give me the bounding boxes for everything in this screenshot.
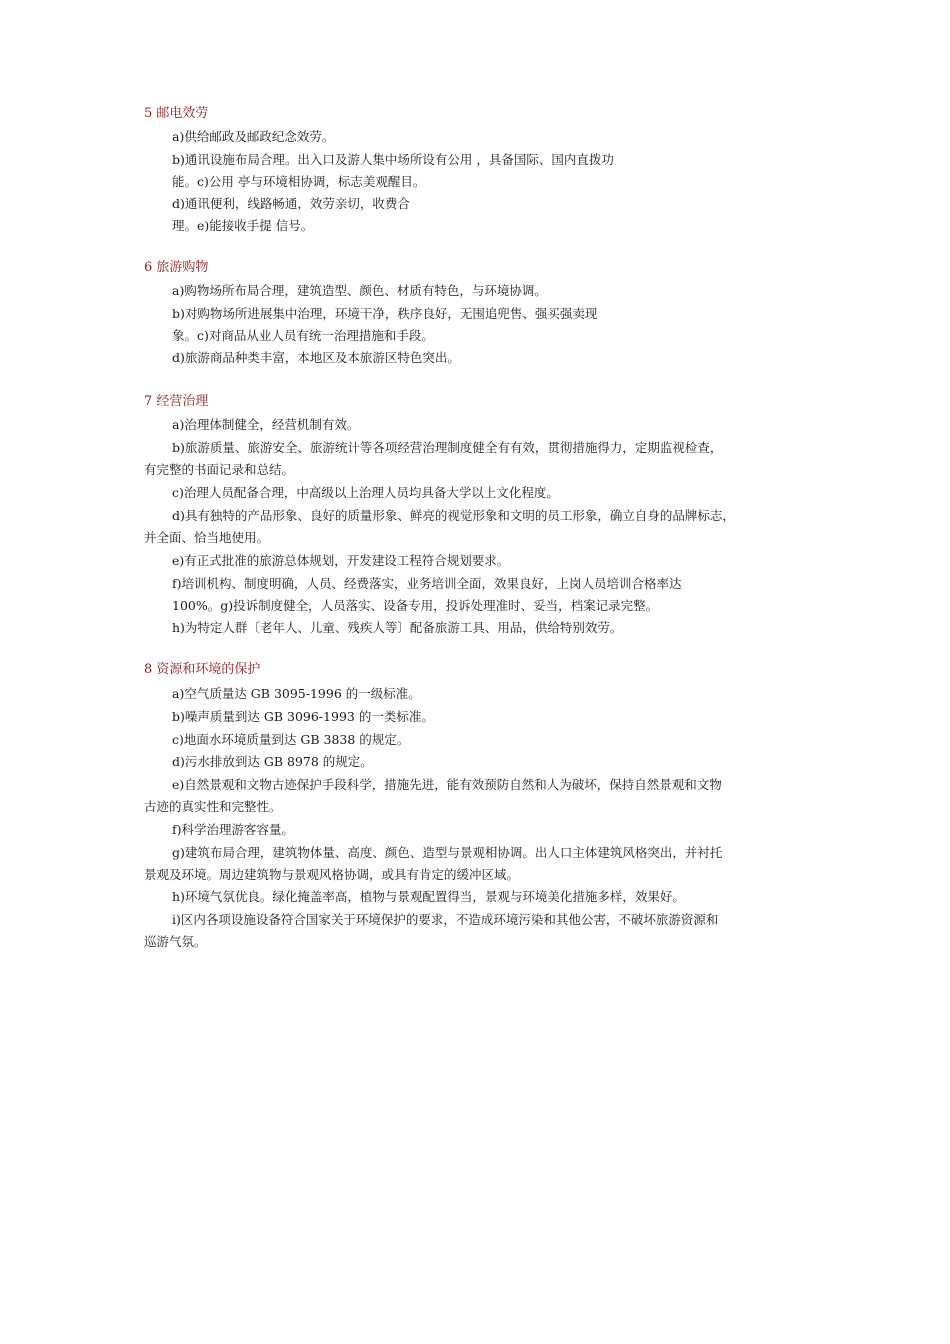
section-7-line-h: h)为特定人群〔老年人、儿童、残疾人等〕配备旅游工具、用品，供给特别效劳。: [172, 620, 623, 635]
section-6-line-c: 象。c)对商品从业人员有统一治理措施和手段。: [172, 328, 434, 343]
section-7-line-f: f)培训机构、制度明确，人员、经费落实，业务培训全面，效果良好，上岗人员培训合格率达: [172, 576, 682, 591]
section-7-line-b-cont: 有完整的书面记录和总结。: [144, 462, 295, 477]
section-8-line-g: g)建筑布局合理，建筑物体量、高度、颜色、造型与景观相协调。出人口主体建筑风格突出，并衬托: [172, 845, 723, 860]
section-8-title: 8 资源和环境的保护: [144, 662, 261, 677]
section-7-line-d: d)具有独特的产品形象、良好的质量形象、鲜亮的视觉形象和文明的员工形象，确立自身的品牌标志，: [172, 508, 735, 523]
section-7-line-e: e)有正式批准的旅游总体规划，开发建设工程符合规划要求。: [172, 553, 510, 568]
section-7-line-a: a)治理体制健全，经营机制有效。: [172, 417, 360, 432]
section-6-title: 6 旅游购物: [144, 260, 209, 275]
section-8-line-e-cont: 古迹的真实性和完整性。: [144, 799, 282, 814]
section-8-line-e: e)自然景观和文物古迹保护手段科学，措施先进，能有效预防自然和人为破坏，保持自然景观和文物: [172, 777, 722, 792]
section-8-line-g-cont: 景观及环境。周边建筑物与景观风格协调，或具有肯定的缓冲区域。: [144, 867, 520, 882]
section-6-line-d: d)旅游商品种类丰富，本地区及本旅游区特色突出。: [172, 350, 460, 365]
section-8-line-i: i)区内各项设施设备符合国家关于环境保护的要求，不造成环境污染和其他公害，不破坏旅游资源和: [172, 912, 719, 927]
section-8-line-a: a)空气质量达 GB 3095-1996 的一级标准。: [172, 686, 421, 701]
section-5-line-b: b)通讯设施布局合理。出入口及游人集中场所设有公用 ，具备国际、国内直拨功: [172, 152, 614, 167]
section-8-line-b: b)噪声质量到达 GB 3096-1993 的一类标准。: [172, 709, 434, 724]
section-8-line-i-cont: 巡游气氛。: [144, 934, 207, 949]
section-7-line-g: 100%。g)投诉制度健全，人员落实、设备专用，投诉处理准时、妥当，档案记录完整。: [172, 598, 659, 613]
section-6-line-a: a)购物场所布局合理，建筑造型、颜色、材质有特色，与环境协调。: [172, 283, 547, 298]
section-5-title: 5 邮电效劳: [144, 106, 209, 121]
section-5-line-c: 能。c)公用 亭与环境相协调，标志美观醒目。: [172, 174, 426, 189]
section-8-line-d: d)污水排放到达 GB 8978 的规定。: [172, 754, 373, 769]
section-5-line-d: d)通讯便利，线路畅通，效劳亲切，收费合: [172, 196, 410, 211]
section-8-line-f: f)科学治理游客容量。: [172, 822, 295, 837]
section-5-line-e: 理。e)能接收手提 信号。: [172, 218, 314, 233]
section-5-line-a: a)供给邮政及邮政纪念效劳。: [172, 129, 335, 144]
section-7-line-b: b)旅游质量、旅游安全、旅游统计等各项经营治理制度健全有有效，贯彻措施得力，定期监视检查，: [172, 440, 723, 455]
section-8-line-h: h)环境气氛优良。绿化掩盖率高，植物与景观配置得当，景观与环境美化措施多样，效果好。: [172, 889, 685, 904]
section-8-line-c: c)地面水环境质量到达 GB 3838 的规定。: [172, 732, 410, 747]
section-7-line-d-cont: 并全面、恰当地使用。: [144, 530, 270, 545]
section-6-line-b: b)对购物场所进展集中治理，环境干净，秩序良好，无围追兜售、强买强卖现: [172, 306, 598, 321]
section-7-line-c: c)治理人员配备合理，中高级以上治理人员均具备大学以上文化程度。: [172, 485, 559, 500]
section-7-title: 7 经营治理: [144, 394, 209, 409]
